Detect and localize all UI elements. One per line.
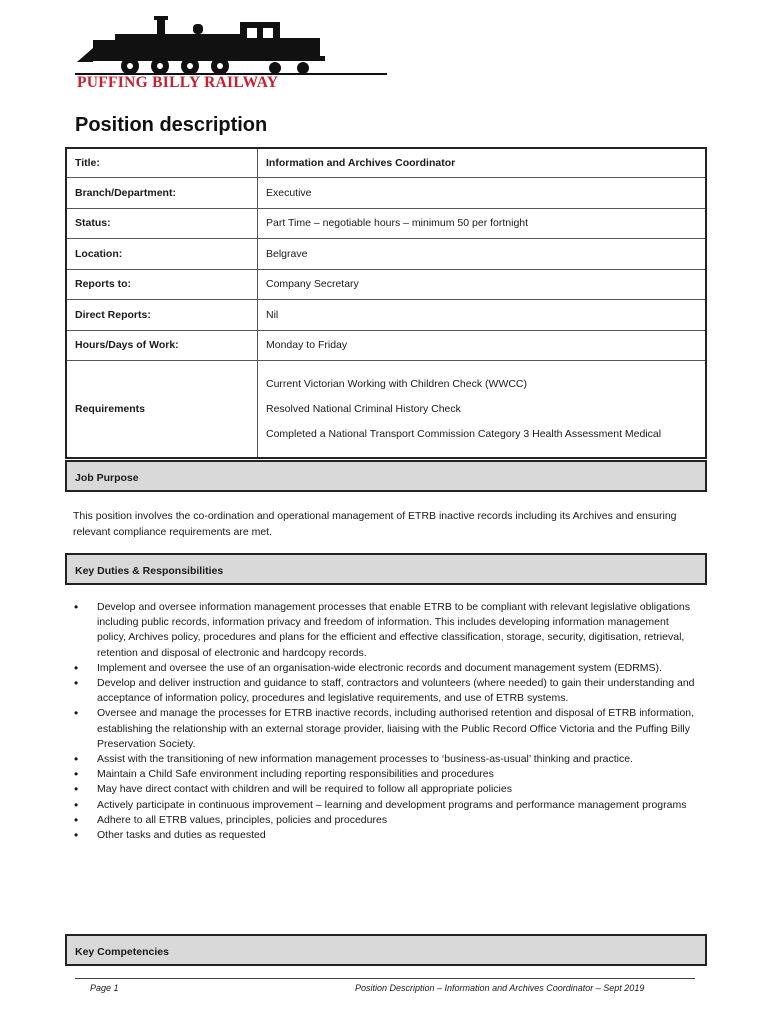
brand-name: PUFFING BILLY RAILWAY — [77, 74, 279, 91]
key-competencies-heading: Key Competencies — [65, 934, 707, 966]
list-item: • Adhere to all ETRB values, principles, policies and procedures — [73, 813, 698, 828]
list-item: • Actively participate in continuous improvement – learning and development programs and performance management programs — [73, 798, 698, 813]
requirements-row — [66, 361, 706, 459]
table-row — [66, 148, 706, 178]
table-row — [66, 269, 706, 300]
row-label: Location: — [66, 239, 258, 270]
row-value: Part Time – negotiable hours – minimum 50 per fortnight — [258, 208, 707, 239]
requirement-item: Resolved National Criminal History Check — [266, 402, 461, 415]
position-info-table — [65, 147, 707, 459]
row-label: Status: — [66, 208, 258, 239]
footer-divider — [75, 978, 695, 979]
row-label: Requirements — [66, 361, 258, 459]
row-label: Title: — [66, 148, 258, 178]
key-duties-heading: Key Duties & Responsibilities — [65, 553, 707, 585]
duties-list — [73, 600, 698, 843]
table-row — [66, 330, 706, 361]
row-label: Branch/Department: — [66, 178, 258, 209]
steam-locomotive-icon — [75, 16, 387, 76]
row-value: Monday to Friday — [258, 330, 707, 361]
table-row — [66, 178, 706, 209]
row-label: Hours/Days of Work: — [66, 330, 258, 361]
job-purpose-text: This position involves the co-ordination and operational management of ETRB inactive records including its Archives and ensuring relevant compliance requirements are met. — [73, 510, 677, 538]
row-value: Company Secretary — [258, 269, 707, 300]
list-item: • May have direct contact with children and will be required to follow all appropriate policies — [73, 782, 698, 797]
list-item: • Maintain a Child Safe environment including reporting responsibilities and procedures — [73, 767, 698, 782]
row-label: Direct Reports: — [66, 300, 258, 331]
job-purpose-heading: Job Purpose — [65, 460, 707, 492]
row-value: Belgrave — [258, 239, 707, 270]
table-row — [66, 239, 706, 270]
table-row — [66, 300, 706, 331]
row-value: Executive — [258, 178, 707, 209]
requirement-item: Current Victorian Working with Children Check (WWCC) — [266, 377, 528, 390]
row-value: Nil — [258, 300, 707, 331]
row-value: Information and Archives Coordinator — [258, 148, 707, 178]
requirement-item: Completed a National Transport Commission Category 3 Health Assessment Medical — [266, 427, 662, 440]
requirements-list — [258, 361, 707, 459]
list-item: • Develop and oversee information management processes that enable ETRB to be compliant with relevant legislative obligations including public records, information privacy and freedom of information. This includes developing information management policy, Archives policy, procedures and plans for the efficient and effective classification, storage, security, digitisation, retrieval, retention and disposal of electronic and hardcopy records. — [73, 600, 698, 661]
list-item: • Develop and deliver instruction and guidance to staff, contractors and volunteers (where needed) to gain their understanding and acceptance of information policy, procedures and legislative requirements, and use of ETRB systems. — [73, 676, 698, 706]
table-row — [66, 208, 706, 239]
footer-document-title: Position Description – Information and Archives Coordinator – Sept 2019 — [355, 983, 645, 993]
list-item: • Implement and oversee the use of an organisation-wide electronic records and document management system (EDRMS). — [73, 661, 698, 676]
list-item: • Assist with the transitioning of new information management processes to ‘business-as-usual’ thinking and practice. — [73, 752, 698, 767]
list-item: • Other tasks and duties as requested — [73, 828, 698, 843]
page-title: Position description — [75, 114, 268, 136]
footer-page-number: Page 1 — [90, 983, 119, 993]
row-label: Reports to: — [66, 269, 258, 300]
list-item: • Oversee and manage the processes for ETRB inactive records, including authorised retention and disposal of ETRB information, establishing the relationship with an external storage provider, liaising with the Public Record Office Victoria and the Puffing Billy Preservation Society. — [73, 706, 698, 752]
